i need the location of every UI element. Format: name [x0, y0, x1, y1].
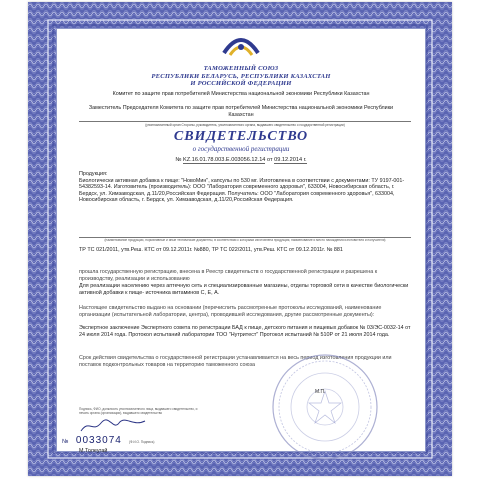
official-caption: (уполномоченный орган Стороны, руководитель, уполномоченного органа, выдавшего свидетельство о государственной регистрации) — [79, 121, 411, 127]
serial-prefix: № — [62, 439, 69, 445]
number-prefix: № — [175, 157, 182, 163]
validity-statement: Срок действия свидетельства о государственной регистрации устанавливается на весь период изготовления продукции или поставок подконтрольных товаров на территорию таможенного союза — [79, 355, 392, 368]
certificate-number-line — [63, 157, 419, 163]
union-line-2: РЕСПУБЛИКИ БЕЛАРУСЬ, РЕСПУБЛИКИ КАЗАХСТАН — [151, 72, 331, 80]
official-seal-icon — [269, 351, 381, 463]
date-prefix: от — [266, 157, 273, 163]
basis-details: Экспертное заключение Экспертного совета по регистрации БАД к пище, детского питания и пищевых добавок № 03/ЭС-0032-14 от 24 июля 2014 года. Протокол испытаний лаборатории ТОО "Нутритест" Протокол испытаний № 510Р от 21 июля 2014 года. — [79, 325, 411, 338]
certificate-subtitle: о государственной регистрации — [192, 145, 290, 153]
registration-status: прошла государственную регистрацию, внесена в Реестр свидетельств о государственной регистрации и разрешена к производству, реализации и использованию — [79, 269, 378, 282]
basis-statement: Настоящее свидетельство выдано на основании (перечислить рассмотренные протоколы исследований, наименование организации (испытательной лаборатории, центра), проводившей исследования, другие рассмотренные документы): — [79, 305, 382, 318]
issuing-official: Заместитель Председателя Комитета по защите прав потребителей Министерства национальной экономики Республики Казахстан — [88, 105, 394, 118]
product-label: Продукция: — [79, 171, 108, 177]
usage-area: Для реализации населению через аптечную сеть и специализированные магазины, отделы торговой сети в качестве биологически активной добавки к пище- источника витаминов С, Е, А. — [79, 283, 409, 296]
signature-name-caption: (Ф.И.О. Подпись) — [129, 440, 155, 444]
serial-number — [62, 430, 122, 448]
issuing-authority: Комитет по защите прав потребителей Министерства национальной экономики Республики Казахстан — [112, 91, 370, 97]
product-description: Биологически активная добавка к пище: "НовоМин", капсулы по 530 мг. Изготовлена в соответствии с документами: ТУ 9197-001-54382593-14. Изготовитель (производитель): ООО "Лаборатория современного здоровья", 633004, Новосибирская область, г. Бердск, ул. Химзаводская, д.11/20,Российская Федерация. Получатель: ООО "Лаборатория современного здоровья", 633004, Новосибирская область, г. Бердск, ул. Химзаводская, д.11/20,Российская Федерация. — [79, 177, 405, 204]
union-line-3: И РОССИЙСКОЙ ФЕДЕРАЦИИ — [190, 80, 292, 88]
stamp-label: М.П. — [315, 389, 326, 395]
serial-value: 0033074 — [75, 435, 122, 446]
signature-caption: Подпись, ФИО, должность уполномоченного лица, выдавшего свидетельство, и печать органа (организации), выдавшего свидетельство — [79, 407, 198, 415]
product-caption: (наименование продукции, нормативные и иные технические документы, в соответствии с которыми изготовлена продукция, наименование и место нахождения изготовителя и получателя) — [79, 237, 411, 243]
certificate-sheet — [28, 2, 452, 476]
compliance-requirements: ТР ТС 021/2011, утв.Реш. КТС от 09.12.2011г. №880, ТР ТС 022/2011, утв.Реш. КТС от 09.12.2011г. № 881 — [79, 247, 343, 253]
signatory-name: М.Толеугай — [79, 448, 108, 454]
certificate-title: СВИДЕТЕЛЬСТВО — [173, 129, 309, 144]
certificate-body — [56, 28, 426, 452]
product-block — [79, 171, 411, 204]
certificate-number: KZ.16.01.78.003.Е.003056.12.14 — [183, 157, 266, 163]
eurasian-union-emblem-icon — [220, 33, 262, 61]
certificate-date: 09.12.2014 г. — [274, 157, 307, 163]
union-line-1: ТАМОЖЕННЫЙ СОЮЗ — [203, 65, 279, 72]
union-header — [63, 65, 419, 88]
